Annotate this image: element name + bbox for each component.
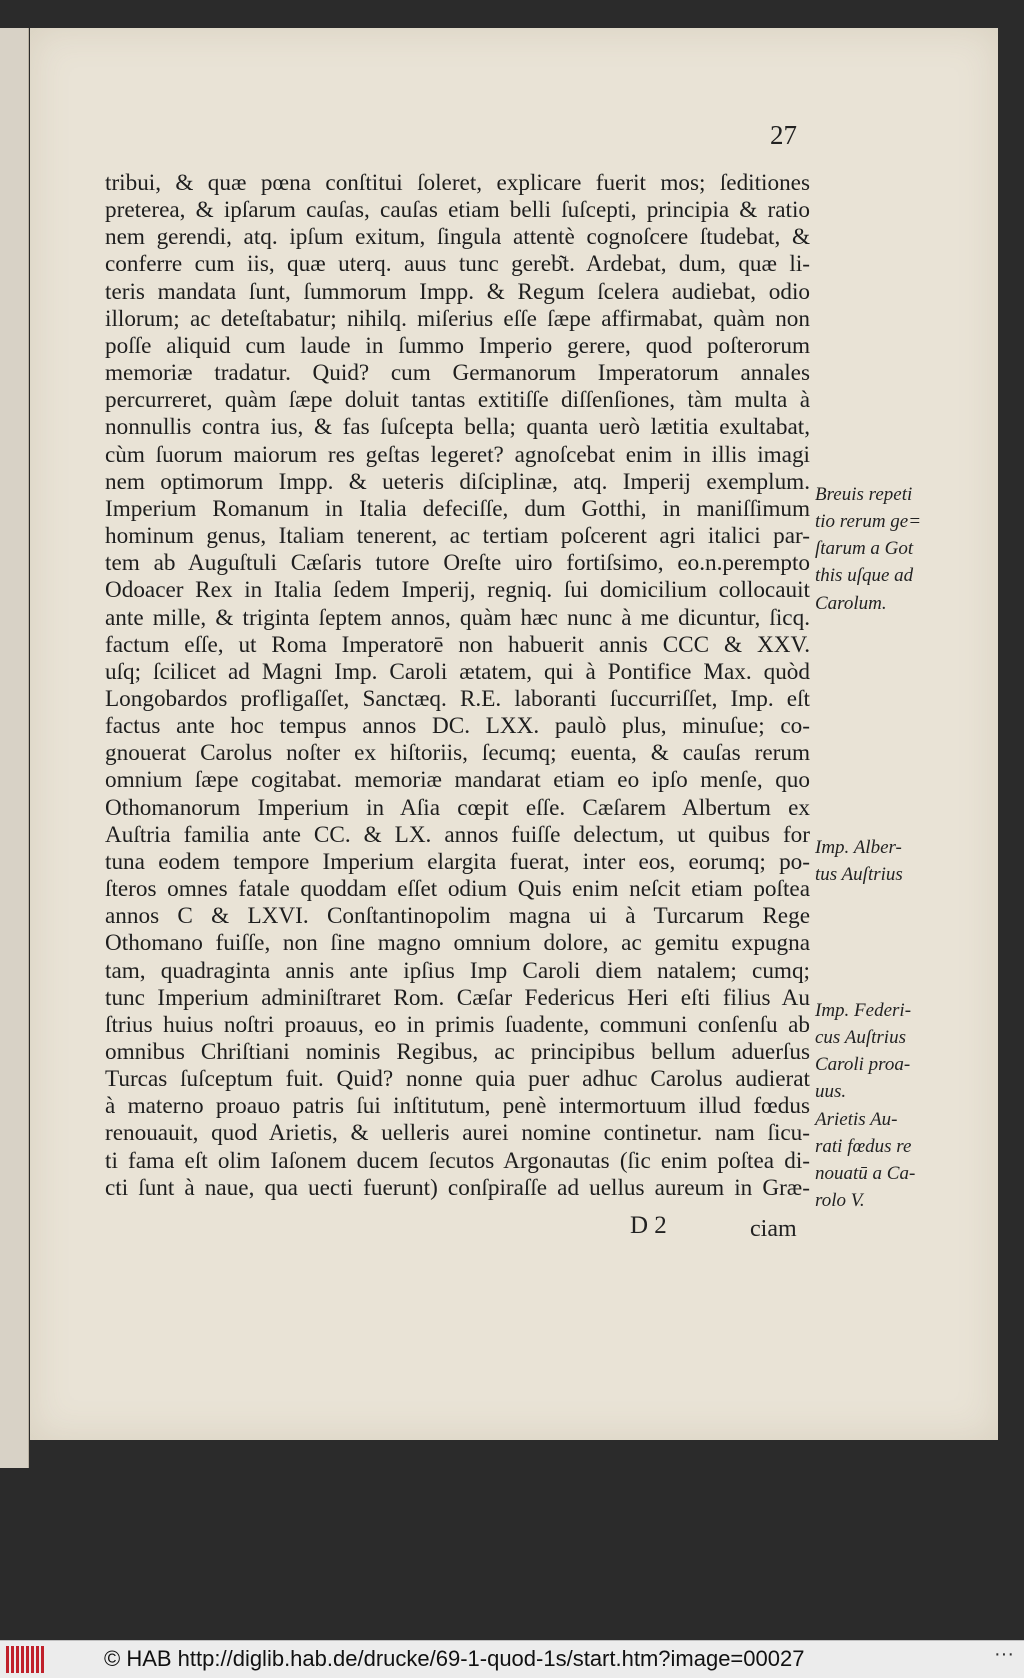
text-line: nonnullis contra ius, & fas ſuſcepta bella; quanta uerò lætitia exultabat, [105, 414, 810, 441]
text-line: uſq; ſcilicet ad Magni Imp. Caroli ætatem, qui à Pontifice Max. quòd [105, 658, 810, 685]
text-line: memoriæ tradatur. Quid? cum Germanorum Imperatorum annales [105, 360, 810, 387]
text-line: tunc Imperium adminiſtraret Rom. Cæſar Federicus Heri eſti filius Au [105, 984, 810, 1011]
text-line: Odoacer Rex in Italia ſedem Imperij, regniq. ſui domicilium collocauit [105, 577, 810, 604]
text-line: conferre cum iis, quæ uterq. auus tunc gereb͂t. Ardebat, dum, quæ li- [105, 251, 810, 278]
text-line: Turcas ſuſceptum fuit. Quid? nonne quia puer adhuc Carolus audierat [105, 1066, 810, 1093]
marginal-note-line: uus. [815, 1081, 847, 1103]
marginal-note-line: ſtarum a Got [815, 538, 914, 560]
text-line: ſteros omnes fatale quoddam eſſet odium Quis enim neſcit etiam poſtea [105, 876, 810, 903]
text-line: Imperium Romanum in Italia defeciſſe, dum Gotthi, in maniſſimum [105, 495, 810, 522]
text-line: omnibus Chriſtiani nominis Regibus, ac principibus bellum aduerſus [105, 1039, 810, 1065]
text-line: renouauit, quod Arietis, & uelleris aurei nomine continetur. nam ſicu- [105, 1120, 810, 1147]
catchword: ciam [750, 1216, 797, 1242]
text-line: tem ab Auguſtuli Cæſaris tutore Oreſte uiro fortiſsimo, eo.n.perempto [105, 550, 810, 577]
footer-bar [0, 1640, 1024, 1678]
text-line: ti fama eſt olim Iaſonem ducem ſecutos Argonautas (ſic enim poſtea di- [105, 1147, 810, 1174]
text-line: factum eſſe, ut Roma Imperatorē non habuerit annis CCC & XXV. [105, 631, 810, 658]
book-page [30, 28, 998, 1440]
more-icon[interactable]: ··· [994, 1643, 1014, 1665]
text-line: gnouerat Carolus noſter ex hiſtoriis, ſecumq; euenta, & cauſas rerum [105, 740, 810, 767]
text-line: preterea, & ipſarum cauſas, cauſas etiam belli ſuſcepti, principia & ratio [105, 197, 810, 224]
marginal-note-line: tio rerum ge= [815, 511, 922, 533]
marginal-note [815, 997, 933, 1106]
text-line: annos C & LXVI. Conſtantinopolim magna ui à Turcarum Rege [105, 903, 810, 930]
previous-page-edge [0, 28, 29, 1468]
text-line: tam, quadraginta annis ante ipſius Imp Caroli diem natalem; cumq; [105, 957, 810, 984]
marginal-note-line: Caroli proa- [815, 1054, 911, 1076]
text-line: Longobardos profligaſſet, Sanctæq. R.E. laboranti ſuccurriſſet, Imp. eſt [105, 685, 810, 712]
marginal-note-line: Imp. Alber- [815, 837, 902, 858]
hab-logo-icon [6, 1646, 46, 1673]
text-line: Othomano fuiſſe, non ſine magno omnium dolore, ac gemitu expugna [105, 930, 810, 957]
marginal-note [815, 481, 933, 617]
text-line: nem optimorum Impp. & ueteris diſciplinæ, atq. Imperij exemplum. [105, 468, 810, 495]
text-line: tuna eodem tempore Imperium elargita fuerat, inter eos, eorumq; po- [105, 848, 810, 875]
marginal-note-line: nouatū a Ca- [815, 1163, 916, 1185]
marginal-note [815, 1106, 933, 1215]
marginal-note-line: rati fœdus re [815, 1136, 912, 1158]
marginal-note-line: Arietis Au- [815, 1109, 898, 1130]
text-line: nem gerendi, atq. ipſum exitum, ſingula attentè cognoſcere ſtudebat, & [105, 224, 810, 251]
text-line: teris mandata ſunt, ſummorum Impp. & Regum ſcelera audiebat, odio [105, 278, 810, 305]
text-line: omnium ſæpe cogitabat. memoriæ mandarat etiam eo ipſo menſe, quo [105, 767, 810, 794]
marginal-note-line: Breuis repeti [815, 484, 913, 505]
marginal-note-line: Imp. Federi- [815, 1000, 912, 1021]
text-line: Othomanorum Imperium in Aſia cœpit eſſe. Cæſarem Albertum ex [105, 794, 810, 821]
text-line: illorum; ac deteſtabatur; nihilq. miſerius eſſe ſæpe affirmabat, quàm non [105, 305, 810, 332]
footer-link[interactable]: © HAB http://diglib.hab.de/drucke/69-1-quod-1s/start.htm?image=00027 [104, 1646, 805, 1671]
text-line: factus ante hoc tempus annos DC. LXX. paulò plus, minuſue; co- [105, 713, 810, 740]
signature-mark: D 2 [630, 1212, 667, 1239]
text-line: ante mille, & triginta ſeptem annos, quàm hæc nunc à me dicuntur, ſicq. [105, 604, 810, 631]
marginal-note [815, 834, 933, 888]
marginal-note-line: this uſque ad [815, 565, 914, 587]
marginal-note-line: cus Auſtrius [815, 1027, 906, 1049]
text-line: ſtrius huius noſtri proauus, eo in primis ſuadente, communi conſenſu ab [105, 1011, 810, 1038]
text-line: tribui, & quæ pœna conſtitui ſoleret, explicare fuerit mos; ſeditiones [105, 170, 810, 196]
marginal-note-line: rolo V. [815, 1190, 865, 1212]
text-line: à materno proauo patris ſui inſtitutum, penè intermortuum illud fœdus [105, 1093, 810, 1120]
body-text [105, 170, 810, 1202]
text-line: poſſe aliquid cum laude in ſummo Imperio gerere, quod poſterorum [105, 332, 810, 359]
marginal-note-line: Carolum. [815, 592, 887, 614]
text-line: Auſtria familia ante CC. & LX. annos fuiſſe delectum, ut quibus for [105, 821, 810, 848]
text-line: cùm ſuorum maiorum res geſtas legeret? agnoſcebat enim in illis imagi [105, 441, 810, 468]
text-line: hominum genus, Italiam tenerent, ac tertiam poſcerent agri italici par- [105, 523, 810, 550]
marginal-note-line: tus Auſtrius [815, 864, 903, 886]
text-line: percurreret, quàm ſæpe doluit tantas extitiſſe diſſenſiones, tàm multa à [105, 387, 810, 414]
page-number: 27 [770, 120, 797, 150]
text-line: cti ſunt à naue, qua uecti fuerunt) conſpiraſſe ad uellus aureum in Græ- [105, 1174, 810, 1201]
